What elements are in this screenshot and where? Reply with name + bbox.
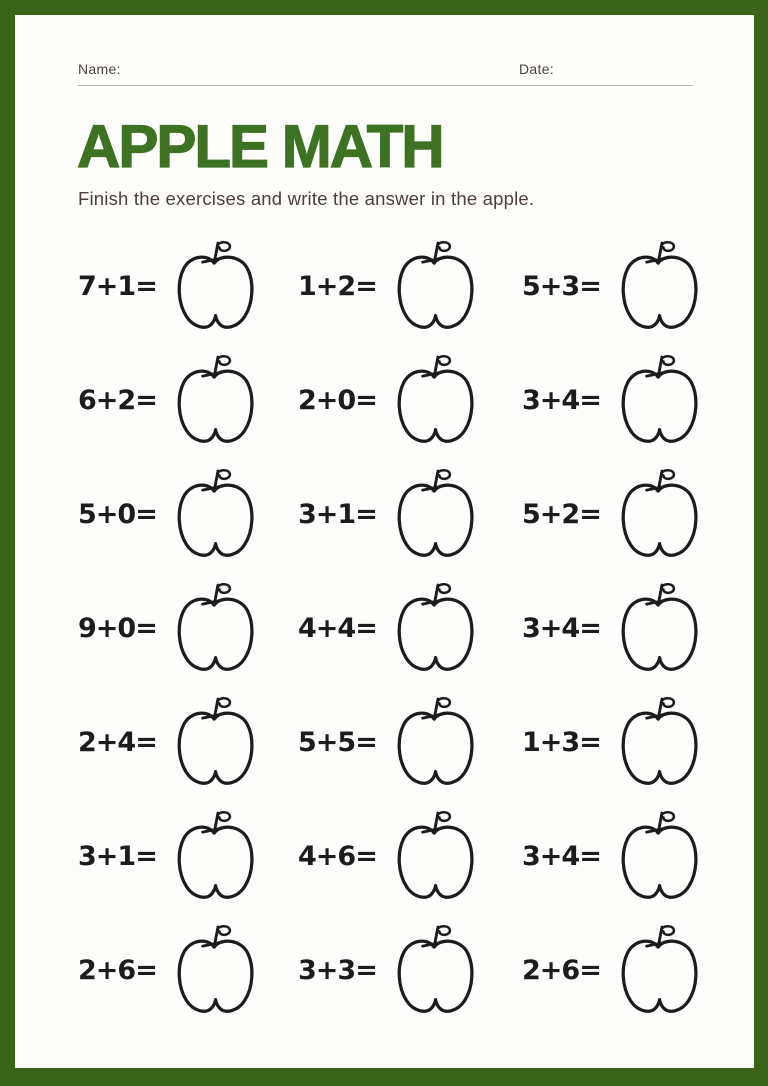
name-field-label: Name: bbox=[78, 61, 121, 77]
apple-answer-outline-icon bbox=[619, 924, 703, 1016]
problem-expression: 1+2= bbox=[298, 270, 377, 302]
apple-answer-outline-icon bbox=[395, 924, 479, 1016]
problem-expression: 3+1= bbox=[298, 498, 377, 530]
problem-expression: 2+4= bbox=[78, 726, 157, 758]
problem-expression: 3+4= bbox=[522, 612, 601, 644]
name-date-write-line bbox=[78, 85, 693, 86]
problem-cell bbox=[522, 229, 742, 343]
problem-cell bbox=[298, 685, 522, 799]
apple-answer-outline-icon bbox=[175, 696, 259, 788]
apple-answer-outline-icon bbox=[395, 582, 479, 674]
problem-cell bbox=[522, 913, 742, 1027]
problem-cell bbox=[298, 229, 522, 343]
problems-grid bbox=[78, 229, 742, 1027]
worksheet-instructions: Finish the exercises and write the answer in the apple. bbox=[78, 188, 535, 209]
problem-cell bbox=[78, 571, 298, 685]
apple-answer-outline-icon bbox=[619, 468, 703, 560]
problem-expression: 2+0= bbox=[298, 384, 377, 416]
problem-expression: 3+3= bbox=[298, 954, 377, 986]
apple-answer-outline-icon bbox=[175, 810, 259, 902]
problem-cell bbox=[298, 457, 522, 571]
problem-expression: 2+6= bbox=[78, 954, 157, 986]
problem-expression: 4+6= bbox=[298, 840, 377, 872]
apple-answer-outline-icon bbox=[395, 354, 479, 446]
apple-answer-outline-icon bbox=[175, 582, 259, 674]
problem-cell bbox=[298, 343, 522, 457]
problem-cell bbox=[78, 343, 298, 457]
problem-expression: 3+4= bbox=[522, 840, 601, 872]
problem-cell bbox=[522, 571, 742, 685]
apple-answer-outline-icon bbox=[175, 354, 259, 446]
problem-cell bbox=[78, 229, 298, 343]
problem-expression: 9+0= bbox=[78, 612, 157, 644]
problem-cell bbox=[298, 571, 522, 685]
problem-expression: 4+4= bbox=[298, 612, 377, 644]
apple-answer-outline-icon bbox=[395, 810, 479, 902]
problem-cell bbox=[298, 799, 522, 913]
problem-expression: 5+3= bbox=[522, 270, 601, 302]
problem-expression: 1+3= bbox=[522, 726, 601, 758]
problem-cell bbox=[78, 799, 298, 913]
apple-answer-outline-icon bbox=[395, 240, 479, 332]
problem-expression: 5+5= bbox=[298, 726, 377, 758]
problem-expression: 3+4= bbox=[522, 384, 601, 416]
problem-cell bbox=[522, 685, 742, 799]
problem-expression: 3+1= bbox=[78, 840, 157, 872]
apple-answer-outline-icon bbox=[619, 240, 703, 332]
apple-answer-outline-icon bbox=[395, 696, 479, 788]
problem-cell bbox=[78, 457, 298, 571]
problem-cell bbox=[78, 913, 298, 1027]
apple-answer-outline-icon bbox=[175, 240, 259, 332]
problem-cell bbox=[522, 343, 742, 457]
problem-expression: 5+2= bbox=[522, 498, 601, 530]
apple-answer-outline-icon bbox=[619, 582, 703, 674]
apple-answer-outline-icon bbox=[175, 924, 259, 1016]
apple-answer-outline-icon bbox=[619, 696, 703, 788]
apple-answer-outline-icon bbox=[619, 810, 703, 902]
problem-cell bbox=[78, 685, 298, 799]
problem-expression: 6+2= bbox=[78, 384, 157, 416]
problem-expression: 7+1= bbox=[78, 270, 157, 302]
apple-answer-outline-icon bbox=[175, 468, 259, 560]
worksheet-title: APPLE MATH bbox=[77, 113, 443, 180]
worksheet-page bbox=[15, 15, 754, 1068]
problem-cell bbox=[522, 457, 742, 571]
problem-expression: 5+0= bbox=[78, 498, 157, 530]
apple-answer-outline-icon bbox=[395, 468, 479, 560]
date-field-label: Date: bbox=[519, 61, 554, 77]
apple-answer-outline-icon bbox=[619, 354, 703, 446]
problem-cell bbox=[522, 799, 742, 913]
problem-cell bbox=[298, 913, 522, 1027]
problem-expression: 2+6= bbox=[522, 954, 601, 986]
